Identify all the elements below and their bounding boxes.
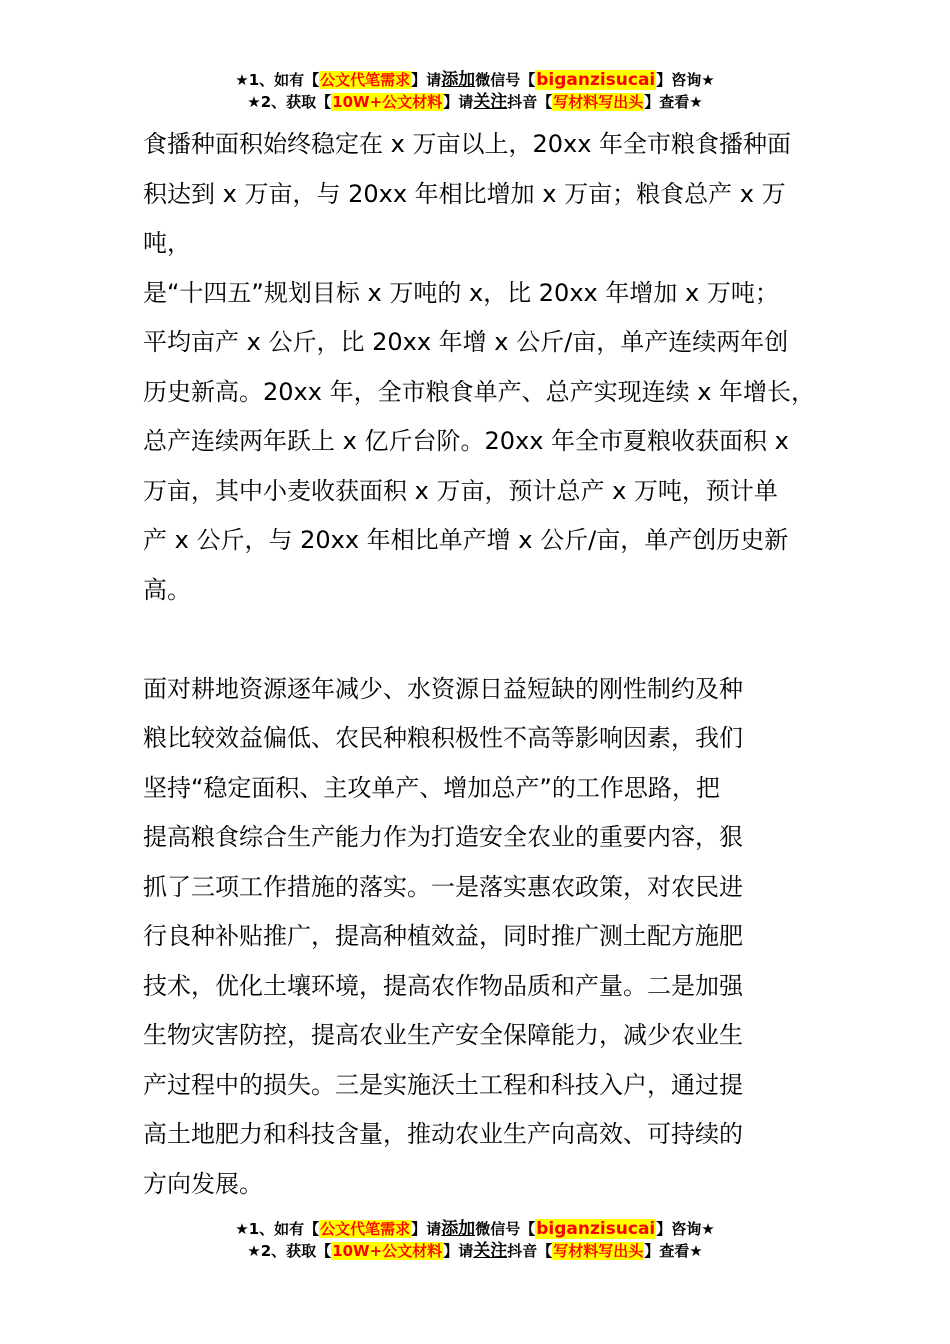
header-line-1: [0, 69, 950, 91]
text-line: 是“十四五”规划目标 x 万吨的 x，比 20xx 年增加 x 万吨；: [143, 278, 779, 307]
footer-line-2-underline: 关注: [473, 1241, 508, 1261]
footer-line-2-prefix: ★2、获取【: [247, 1242, 332, 1260]
footer-line-2-middle-2: 抖音【: [507, 1242, 553, 1260]
header-line-2-prefix: ★2、获取【: [247, 93, 332, 111]
header-line-1-middle: 】请: [411, 71, 442, 89]
header-line-1-highlight-service: 公文代笔需求: [320, 71, 411, 89]
header-line-1-middle-2: 微信号【: [475, 71, 536, 89]
text-line: 方向发展。: [143, 1169, 263, 1198]
footer-line-2-middle: 】请: [443, 1242, 474, 1260]
text-line: 坚持“稳定面积、主攻单产、增加总产”的工作思路，把: [143, 773, 720, 802]
footer-line-1-underline: 添加: [441, 1219, 476, 1239]
header-line-2-highlight-materials: 10W+公文材料: [332, 93, 443, 111]
text-line: 历史新高。20xx 年，全市粮食单产、总产实现连续 x 年增长，: [143, 377, 816, 406]
footer-line-1: [0, 1218, 950, 1240]
text-line: 生物灾害防控，提高农业生产安全保障能力，减少农业生: [143, 1021, 743, 1049]
text-line: 高。: [143, 575, 191, 604]
footer-line-2-highlight-materials: 10W+公文材料: [332, 1242, 443, 1260]
footer-banner: [0, 1218, 950, 1262]
footer-line-2-highlight-douyin: 写材料写出头: [553, 1242, 644, 1260]
footer-line-2: [0, 1240, 950, 1262]
document-body: [143, 120, 833, 1209]
header-banner: [0, 69, 950, 113]
text-line: 产 x 公斤，与 20xx 年相比单产增 x 公斤/亩，单产创历史新: [143, 526, 789, 554]
footer-line-1-highlight-wechat: biganzisucai: [536, 1219, 656, 1239]
text-line: 产过程中的损失。三是实施沃土工程和科技入户，通过提: [143, 1070, 743, 1099]
text-line: 积达到 x 万亩，与 20xx 年相比增加 x 万亩；粮食总产 x 万吨，: [143, 179, 786, 257]
header-line-2-suffix: 】查看★: [644, 93, 703, 111]
paragraph-spacer: [143, 615, 833, 665]
text-line: 粮比较效益偏低、农民种粮积极性不高等影响因素，我们: [143, 724, 743, 752]
header-line-1-highlight-wechat: biganzisucai: [536, 70, 656, 90]
text-line: 技术，优化土壤环境，提高农作物品质和产量。二是加强: [143, 971, 743, 1000]
header-line-1-prefix: ★1、如有【: [235, 71, 320, 89]
text-line: 万亩，其中小麦收获面积 x 万亩，预计总产 x 万吨，预计单: [143, 476, 778, 505]
header-line-2-highlight-douyin: 写材料写出头: [553, 93, 644, 111]
text-line: 提高粮食综合生产能力作为打造安全农业的重要内容，狠: [143, 823, 743, 851]
header-line-2: [0, 91, 950, 113]
footer-line-1-highlight-service: 公文代笔需求: [320, 1220, 411, 1238]
text-line: 高土地肥力和科技含量，推动农业生产向高效、可持续的: [143, 1120, 743, 1148]
text-line: 抓了三项工作措施的落实。一是落实惠农政策，对农民进: [143, 872, 743, 901]
paragraph-grain-statistics: [143, 120, 833, 615]
footer-line-1-middle-2: 微信号【: [475, 1220, 536, 1238]
header-line-2-middle: 】请: [443, 93, 474, 111]
text-line: 面对耕地资源逐年减少、水资源日益短缺的刚性制约及种: [143, 674, 743, 703]
text-line: 行良种补贴推广，提高种植效益，同时推广测土配方施肥: [143, 922, 743, 950]
header-line-1-underline: 添加: [441, 70, 476, 90]
text-line: 平均亩产 x 公斤，比 20xx 年增 x 公斤/亩，单产连续两年创: [143, 328, 789, 356]
header-line-2-underline: 关注: [473, 92, 508, 112]
footer-line-1-suffix: 】咨询★: [656, 1220, 715, 1238]
footer-line-2-suffix: 】查看★: [644, 1242, 703, 1260]
footer-line-1-middle: 】请: [411, 1220, 442, 1238]
text-line: 食播种面积始终稳定在 x 万亩以上，20xx 年全市粮食播种面: [143, 130, 792, 158]
paragraph-work-measures: [143, 665, 833, 1210]
text-line: 总产连续两年跃上 x 亿斤台阶。20xx 年全市夏粮收获面积 x: [143, 427, 789, 455]
header-line-1-suffix: 】咨询★: [656, 71, 715, 89]
header-line-2-middle-2: 抖音【: [507, 93, 553, 111]
footer-line-1-prefix: ★1、如有【: [235, 1220, 320, 1238]
